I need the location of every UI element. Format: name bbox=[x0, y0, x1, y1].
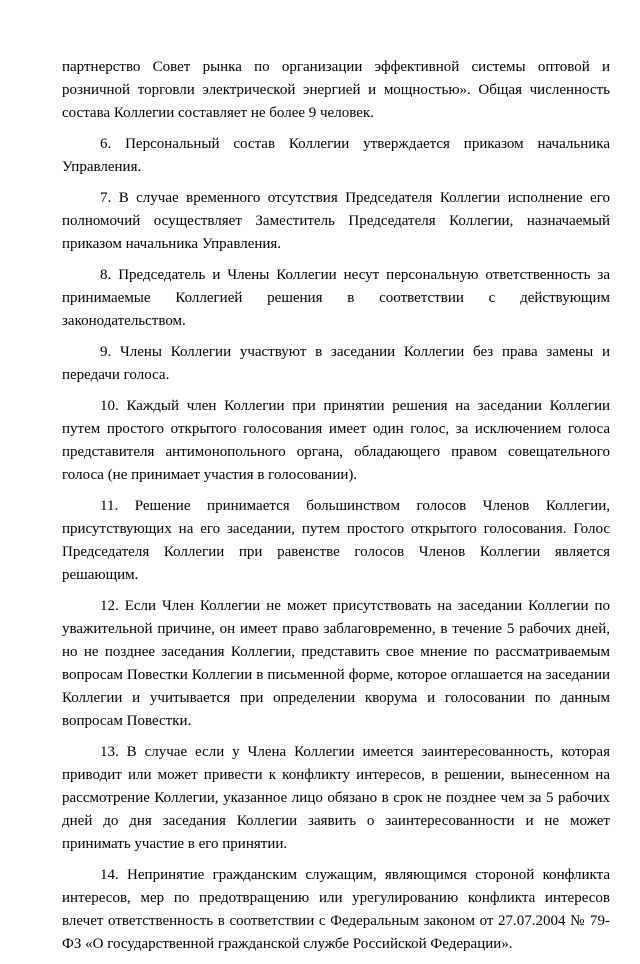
paragraph-continuation: партнерство Совет рынка по организации эффективной системы оптовой и розничной торговли электрической энергией и мощностью». Общая численность состава Коллегии составляет не более 9 человек. bbox=[62, 59, 610, 121]
paragraph-item-10: 10. Каждый член Коллегии при принятии решения на заседании Коллегии путем простого открытого голосования имеет один голос, за исключением голоса представителя антимонопольного органа, обладающего правом совещательного голоса (не принимает участия в голосовании). bbox=[62, 398, 610, 483]
document-page bbox=[62, 56, 610, 964]
paragraph-item-9: 9. Члены Коллегии участвуют в заседании Коллегии без права замены и передачи голоса. bbox=[62, 344, 610, 383]
paragraph-item-14: 14. Непринятие гражданским служащим, являющимся стороной конфликта интересов, мер по предотвращению или урегулированию конфликта интересов влечет ответственность в соответствии с Федеральным законом от 27.07.2004 № 79-ФЗ «О государственной гражданской службе Российской Федерации». bbox=[62, 867, 610, 952]
paragraph-item-6: 6. Персональный состав Коллегии утверждается приказом начальника Управления. bbox=[62, 136, 610, 175]
paragraph-item-7: 7. В случае временного отсутствия Председателя Коллегии исполнение его полномочий осуществляет Заместитель Председателя Коллегии, назначаемый приказом начальника Управления. bbox=[62, 190, 610, 252]
paragraph-item-13: 13. В случае если у Члена Коллегии имеется заинтересованность, которая приводит или может привести к конфликту интересов, в решении, вынесенном на рассмотрение Коллегии, указанное лицо обязано в срок не позднее чем за 5 рабочих дней до дня заседания Коллегии заявить о заинтересованности и не может принимать участие в его принятии. bbox=[62, 744, 610, 852]
paragraph-item-12: 12. Если Член Коллегии не может присутствовать на заседании Коллегии по уважительной причине, он имеет право заблаговременно, в течение 5 рабочих дней, но не позднее заседания Коллегии, представить свое мнение по рассматриваемым вопросам Повестки Коллегии в письменной форме, которое оглашается на заседании Коллегии и учитывается при определении кворума и голосовании по данным вопросам Повестки. bbox=[62, 598, 610, 729]
paragraph-item-8: 8. Председатель и Члены Коллегии несут персональную ответственность за принимаемые Коллегией решения в соответствии с действующим законодательством. bbox=[62, 267, 610, 329]
paragraph-item-11: 11. Решение принимается большинством голосов Членов Коллегии, присутствующих на его заседании, путем простого открытого голосования. Голос Председателя Коллегии при равенстве голосов Членов Коллегии является решающим. bbox=[62, 498, 610, 583]
